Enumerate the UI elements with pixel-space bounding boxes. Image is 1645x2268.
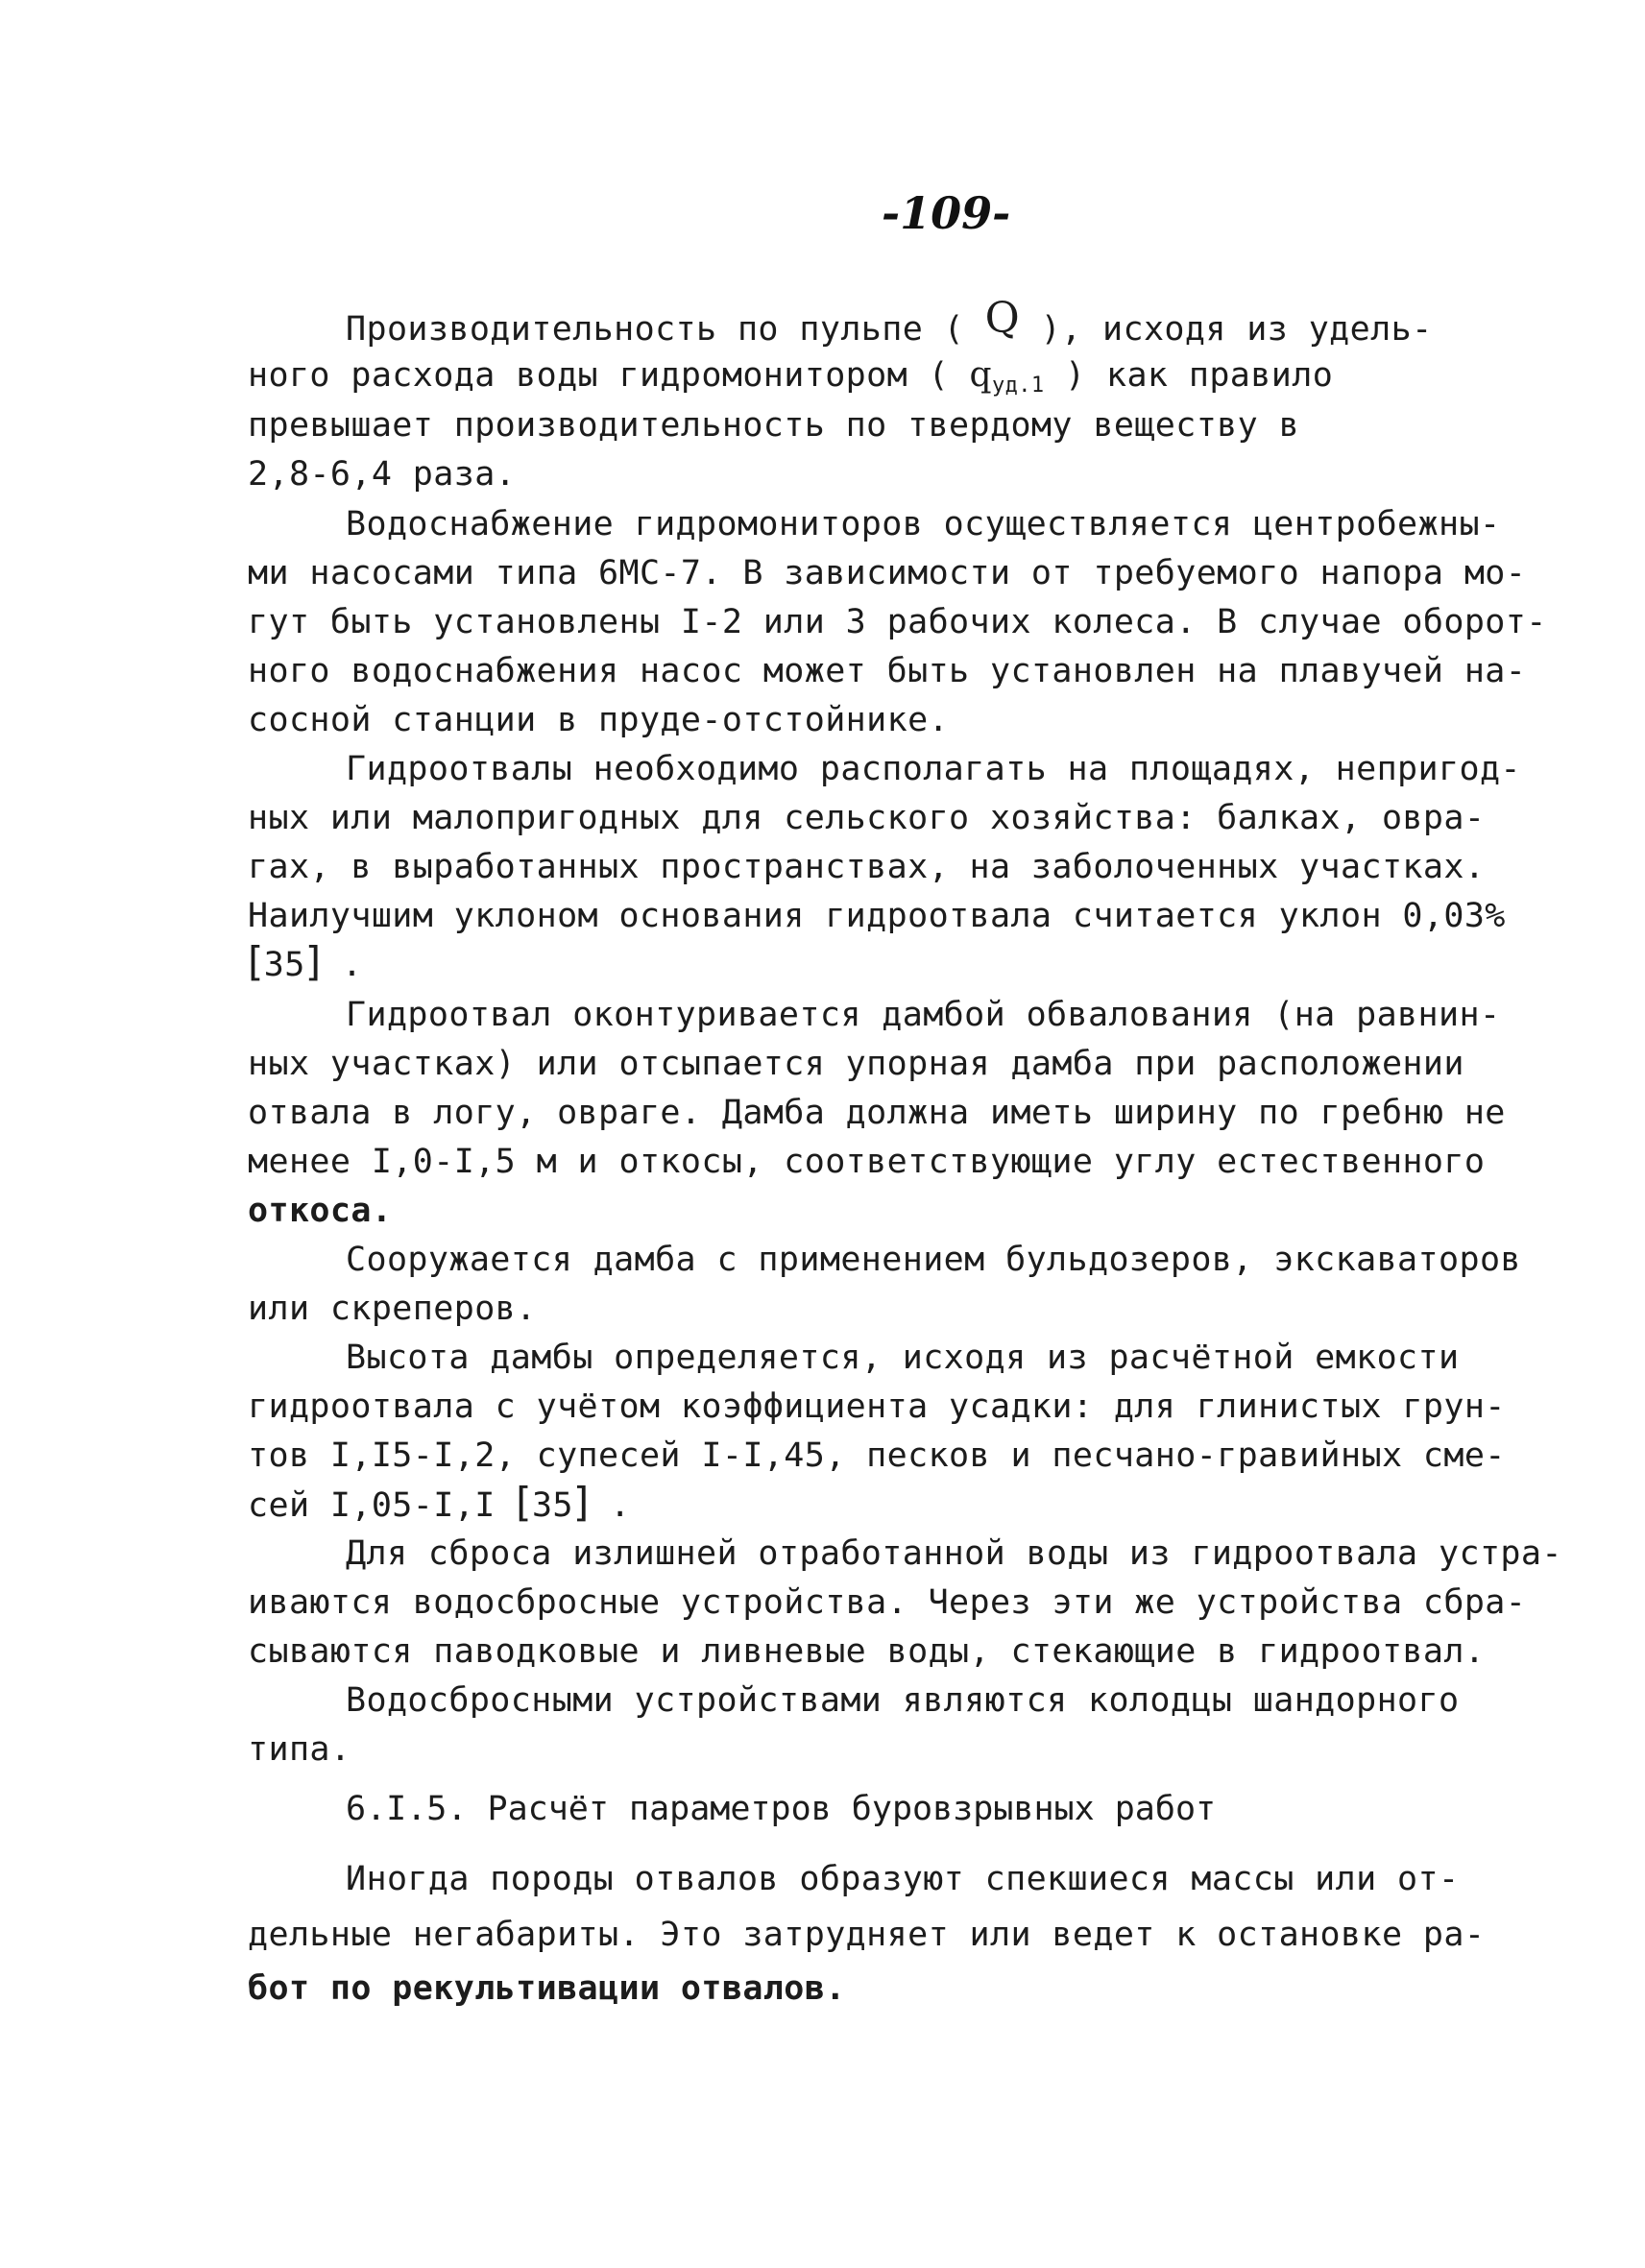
text-segment: сей I,05-I,I xyxy=(248,1486,517,1525)
paragraph-1-line-3: превышает производительность по твердому веществу в xyxy=(248,406,1300,445)
symbol-q-specific: q xyxy=(969,355,992,395)
paragraph-2-line-3: гут быть установлены I-2 или 3 рабочих колеса. В случае оборот- xyxy=(248,603,1547,641)
paragraph-7-line-1: Для сброса излишней отработанной воды из гидроотвала устра- xyxy=(346,1534,1562,1573)
paragraph-6-line-4 xyxy=(248,1479,631,1527)
paragraph-5-line-2: или скреперов. xyxy=(248,1290,537,1328)
reference-bracket-close: ] xyxy=(304,938,322,985)
paragraph-6-line-1: Высота дамбы определяется, исходя из расчётной емкости xyxy=(346,1339,1460,1377)
symbol-q-pulp: Q xyxy=(984,294,1021,343)
paragraph-4-line-5: откоса. xyxy=(248,1192,393,1230)
paragraph-4-line-3: отвала в логу, овраге. Дамба должна иметь ширину по гребню не xyxy=(248,1094,1506,1132)
paragraph-3-line-3: гах, в выработанных пространствах, на заболоченных участках. xyxy=(248,848,1486,886)
paragraph-1-line-2 xyxy=(248,354,1333,401)
reference-bracket-open: [ xyxy=(516,1479,532,1526)
text-segment: . xyxy=(321,946,363,984)
paragraph-3-line-2: ных или малопригодных для сельского хозяйства: балках, овра- xyxy=(248,799,1486,837)
paragraph-7-line-2: иваются водосбросные устройства. Через эти же устройства сбра- xyxy=(248,1583,1527,1622)
reference-bracket-close: ] xyxy=(572,1479,590,1526)
reference-number: 35 xyxy=(531,1486,573,1525)
final-paragraph-line-3: бот по рекультивации отвалов. xyxy=(248,1969,846,2008)
paragraph-4-line-1: Гидроотвал оконтуривается дамбой обвалования (на равнин- xyxy=(346,996,1501,1034)
paragraph-2-line-5: сосной станции в пруде-отстойнике. xyxy=(248,701,950,739)
final-paragraph-line-2: дельные негабариты. Это затрудняет или ведет к остановке ра- xyxy=(248,1916,1486,1954)
paragraph-4-line-2: ных участках) или отсыпается упорная дамба при расположении xyxy=(248,1045,1464,1083)
paragraph-8-line-2: типа. xyxy=(248,1730,351,1769)
paragraph-6-line-2: гидроотвала с учётом коэффициента усадки: для глинистых грун- xyxy=(248,1387,1506,1426)
paragraph-2-line-1: Водоснабжение гидромониторов осуществляется центробежны- xyxy=(346,505,1501,543)
paragraph-7-line-3: сываются паводковые и ливневые воды, стекающие в гидроотвал. xyxy=(248,1632,1486,1671)
paragraph-1-line-1 xyxy=(346,294,1433,350)
page-number: -109- xyxy=(882,187,1011,239)
reference-number: 35 xyxy=(263,946,305,984)
paragraph-4-line-4: менее I,0-I,5 м и откосы, соответствующие углу естественного xyxy=(248,1143,1486,1181)
text-segment: . xyxy=(589,1486,631,1525)
final-paragraph-line-1: Иногда породы отвалов образуют спекшиеся массы или от- xyxy=(346,1860,1460,1898)
paragraph-3-line-5 xyxy=(248,938,363,986)
paragraph-2-line-4: ного водоснабжения насос может быть установлен на плавучей на- xyxy=(248,652,1527,690)
text-segment: ), исходя из удель- xyxy=(1020,310,1433,349)
paragraph-6-line-3: тов I,I5-I,2, супесей I-I,45, песков и песчано-гравийных сме- xyxy=(248,1436,1506,1475)
text-segment: ) как правило xyxy=(1044,356,1334,395)
paragraph-3-line-1: Гидроотвалы необходимо располагать на площадях, непригод- xyxy=(346,750,1521,788)
text-segment: ного расхода воды гидромонитором ( xyxy=(248,356,970,395)
text-segment: Производительность по пульпе ( xyxy=(346,310,985,349)
reference-bracket-open: [ xyxy=(248,938,264,985)
paragraph-2-line-2: ми насосами типа 6МС-7. В зависимости от требуемого напора мо- xyxy=(248,554,1527,592)
paragraph-5-line-1: Сооружается дамба с применением бульдозеров, экскаваторов xyxy=(346,1241,1521,1279)
paragraph-1-line-4: 2,8-6,4 раза. xyxy=(248,455,517,494)
symbol-q-subscript: уд.1 xyxy=(991,374,1045,398)
paragraph-8-line-1: Водосбросными устройствами являются колодцы шандорного xyxy=(346,1681,1460,1720)
paragraph-3-line-4: Наилучшим уклоном основания гидроотвала считается уклон 0,03% xyxy=(248,897,1506,935)
section-heading: 6.I.5. Расчёт параметров буровзрывных работ xyxy=(346,1790,1217,1828)
